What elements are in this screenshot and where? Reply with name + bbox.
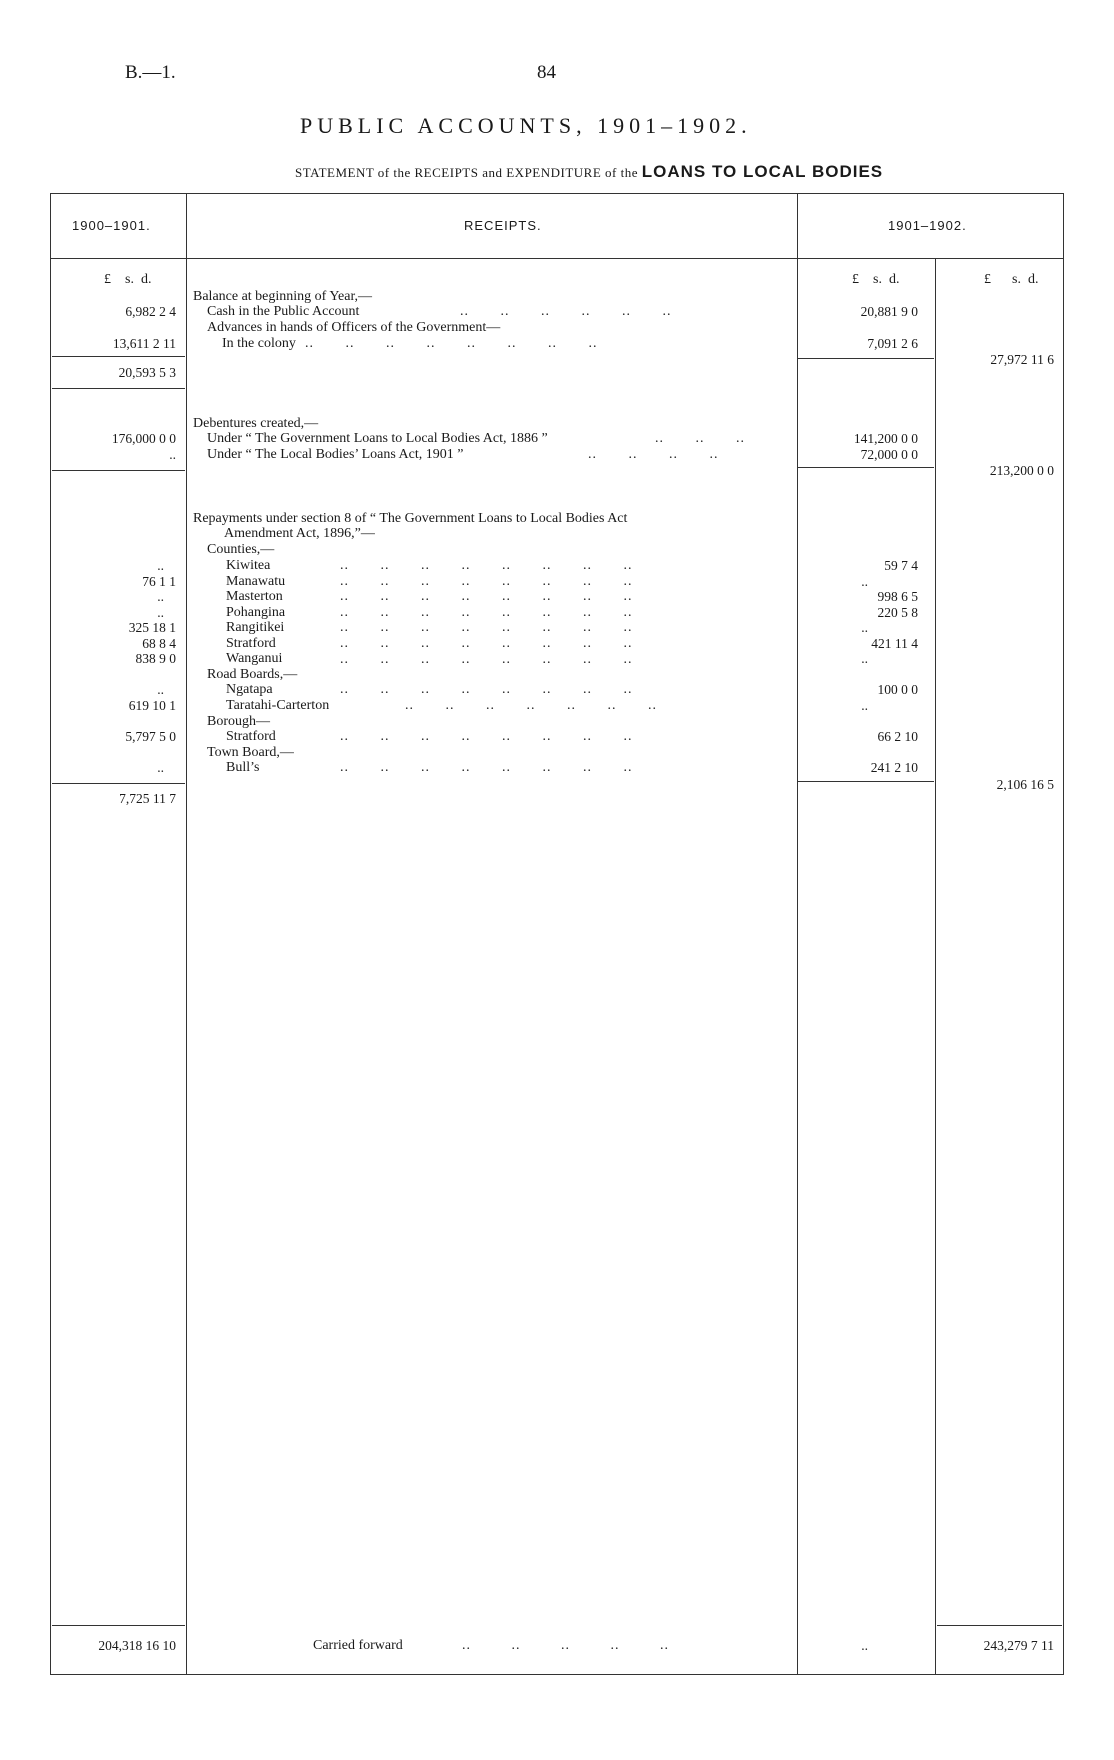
page-title: PUBLIC ACCOUNTS, 1901–1902. bbox=[300, 113, 752, 138]
carried-forward-label: Carried forward bbox=[313, 1638, 403, 1653]
cash-prev-value: 6,982 2 4 bbox=[125, 304, 176, 319]
repayment-item-prev: .. bbox=[157, 682, 164, 697]
repayment-item-curr: 100 0 0 bbox=[877, 682, 918, 697]
repayment-item-prev: 838 9 0 bbox=[135, 651, 176, 666]
repayments-heading-line1: Repayments under section 8 of “ The Government Loans to Local Bodies Act bbox=[193, 511, 628, 526]
town-board-label: Town Board,— bbox=[207, 745, 294, 760]
act-1901-curr: 72,000 0 0 bbox=[860, 447, 918, 462]
repayment-item-curr: .. bbox=[861, 574, 868, 589]
act-1901-prev: .. bbox=[169, 447, 176, 462]
repayments-total-prev: 7,725 11 7 bbox=[119, 791, 176, 806]
currency-units-curr-b: £ s. d. bbox=[984, 272, 1039, 287]
repayment-item-name: Pohangina bbox=[226, 605, 286, 620]
repayment-item-prev: 5,797 5 0 bbox=[125, 729, 176, 744]
repayment-item-prev: 76 1 1 bbox=[142, 574, 176, 589]
leader-dots: .. .. .. .. .. .. .. .. bbox=[340, 682, 633, 697]
repayment-item-name: Bull’s bbox=[226, 760, 260, 775]
cash-curr-value: 20,881 9 0 bbox=[860, 304, 918, 319]
repayment-item-name: Stratford bbox=[226, 636, 276, 651]
currency-units-curr-a: £ s. d. bbox=[852, 272, 900, 287]
leader-dots: .. .. .. .. .. .. .. .. bbox=[305, 336, 598, 351]
repayments-heading-line2: Amendment Act, 1896,”— bbox=[224, 526, 375, 541]
repayments-total-curr: 2,106 16 5 bbox=[996, 777, 1054, 792]
repayment-item-prev: .. bbox=[157, 605, 164, 620]
repayment-item-curr: 59 7 4 bbox=[884, 558, 918, 573]
leader-dots: .. .. .. .. .. .. bbox=[460, 304, 672, 319]
carried-forward-prev-total: 204,318 16 10 bbox=[98, 1638, 176, 1653]
debentures-total-curr: 213,200 0 0 bbox=[989, 463, 1054, 478]
repayment-item-prev: .. bbox=[157, 589, 164, 604]
balance-total-curr: 27,972 11 6 bbox=[990, 352, 1054, 367]
repayment-item-curr: .. bbox=[861, 698, 868, 713]
road-boards-label: Road Boards,— bbox=[207, 667, 298, 682]
act-1886-label: Under “ The Government Loans to Local Bodies Act, 1886 ” bbox=[207, 431, 548, 446]
act-1901-label: Under “ The Local Bodies’ Loans Act, 1901 ” bbox=[207, 447, 464, 462]
leader-dots: .. .. .. .. .. .. .. .. .. .. .. .. .. .. .. .. .. .. .. .. .. .. .. .. .. .. .. .. .. .. .. .. .. .. .. .. .. .. .. .. .. .. .. .. .. .. .. .. .. .. .. .. .. .. .. .. bbox=[340, 558, 633, 667]
balance-total-prev: 20,593 5 3 bbox=[118, 365, 176, 380]
repayment-item-curr: .. bbox=[861, 651, 868, 666]
repayment-item-name: Ngatapa bbox=[226, 682, 273, 697]
leader-dots: .. .. .. .. bbox=[588, 447, 719, 462]
repayment-item-curr: 421 11 4 bbox=[871, 636, 918, 651]
advances-label: Advances in hands of Officers of the Government— bbox=[207, 320, 501, 335]
document-reference: B.—1. bbox=[125, 62, 176, 83]
act-1886-curr: 141,200 0 0 bbox=[853, 431, 918, 446]
borough-label: Borough— bbox=[207, 714, 270, 729]
column-heading-prev-year: 1900–1901. bbox=[72, 218, 151, 233]
repayment-item-prev: 619 10 1 bbox=[128, 698, 176, 713]
repayment-item-name: Taratahi-Carterton bbox=[226, 698, 330, 713]
leader-dots: .. .. .. .. .. .. .. .. bbox=[340, 760, 633, 775]
subtitle-prefix: STATEMENT of the RECEIPTS and EXPENDITURE of the bbox=[295, 165, 638, 180]
leader-dots: .. .. .. .. .. .. .. bbox=[405, 698, 657, 713]
repayment-item-curr: 220 5 8 bbox=[877, 605, 918, 620]
repayment-item-curr: 241 2 10 bbox=[870, 760, 918, 775]
repayment-item-name: Wanganui bbox=[226, 651, 283, 666]
repayment-item-name: Kiwitea bbox=[226, 558, 271, 573]
repayment-item-name: Manawatu bbox=[226, 574, 286, 589]
colony-prev-value: 13,611 2 11 bbox=[112, 336, 176, 351]
repayment-item-curr: .. bbox=[861, 620, 868, 635]
repayment-item-curr: 998 6 5 bbox=[877, 589, 918, 604]
in-colony-label: In the colony bbox=[222, 336, 296, 351]
repayment-item-prev: 68 8 4 bbox=[142, 636, 176, 651]
repayment-item-name: Stratford bbox=[226, 729, 276, 744]
repayment-item-name: Rangitikei bbox=[226, 620, 285, 635]
counties-label: Counties,— bbox=[207, 542, 275, 557]
currency-units-prev: £ s. d. bbox=[104, 272, 152, 287]
repayment-item-name: Masterton bbox=[226, 589, 283, 604]
colony-curr-value: 7,091 2 6 bbox=[867, 336, 918, 351]
leader-dots: .. .. .. bbox=[655, 431, 745, 446]
leader-dots: .. .. .. .. .. bbox=[462, 1638, 669, 1653]
statement-subtitle bbox=[295, 162, 883, 182]
repayment-item-prev: 325 18 1 bbox=[128, 620, 176, 635]
column-heading-curr-year: 1901–1902. bbox=[888, 218, 967, 233]
repayment-item-prev: .. bbox=[157, 760, 164, 775]
carried-forward-curr-sub: .. bbox=[861, 1638, 868, 1653]
repayment-item-prev: .. bbox=[157, 558, 164, 573]
balance-heading: Balance at beginning of Year,— bbox=[193, 289, 373, 304]
page-number: 84 bbox=[537, 62, 556, 83]
repayment-item-curr: 66 2 10 bbox=[877, 729, 918, 744]
cash-public-account-label: Cash in the Public Account bbox=[207, 304, 360, 319]
act-1886-prev: 176,000 0 0 bbox=[111, 431, 176, 446]
leader-dots: .. .. .. .. .. .. .. .. bbox=[340, 729, 633, 744]
subtitle-bold: LOANS TO LOCAL BODIES bbox=[641, 162, 884, 181]
carried-forward-curr-total: 243,279 7 11 bbox=[983, 1638, 1054, 1653]
debentures-heading: Debentures created,— bbox=[193, 416, 319, 431]
column-heading-receipts: RECEIPTS. bbox=[464, 218, 542, 233]
